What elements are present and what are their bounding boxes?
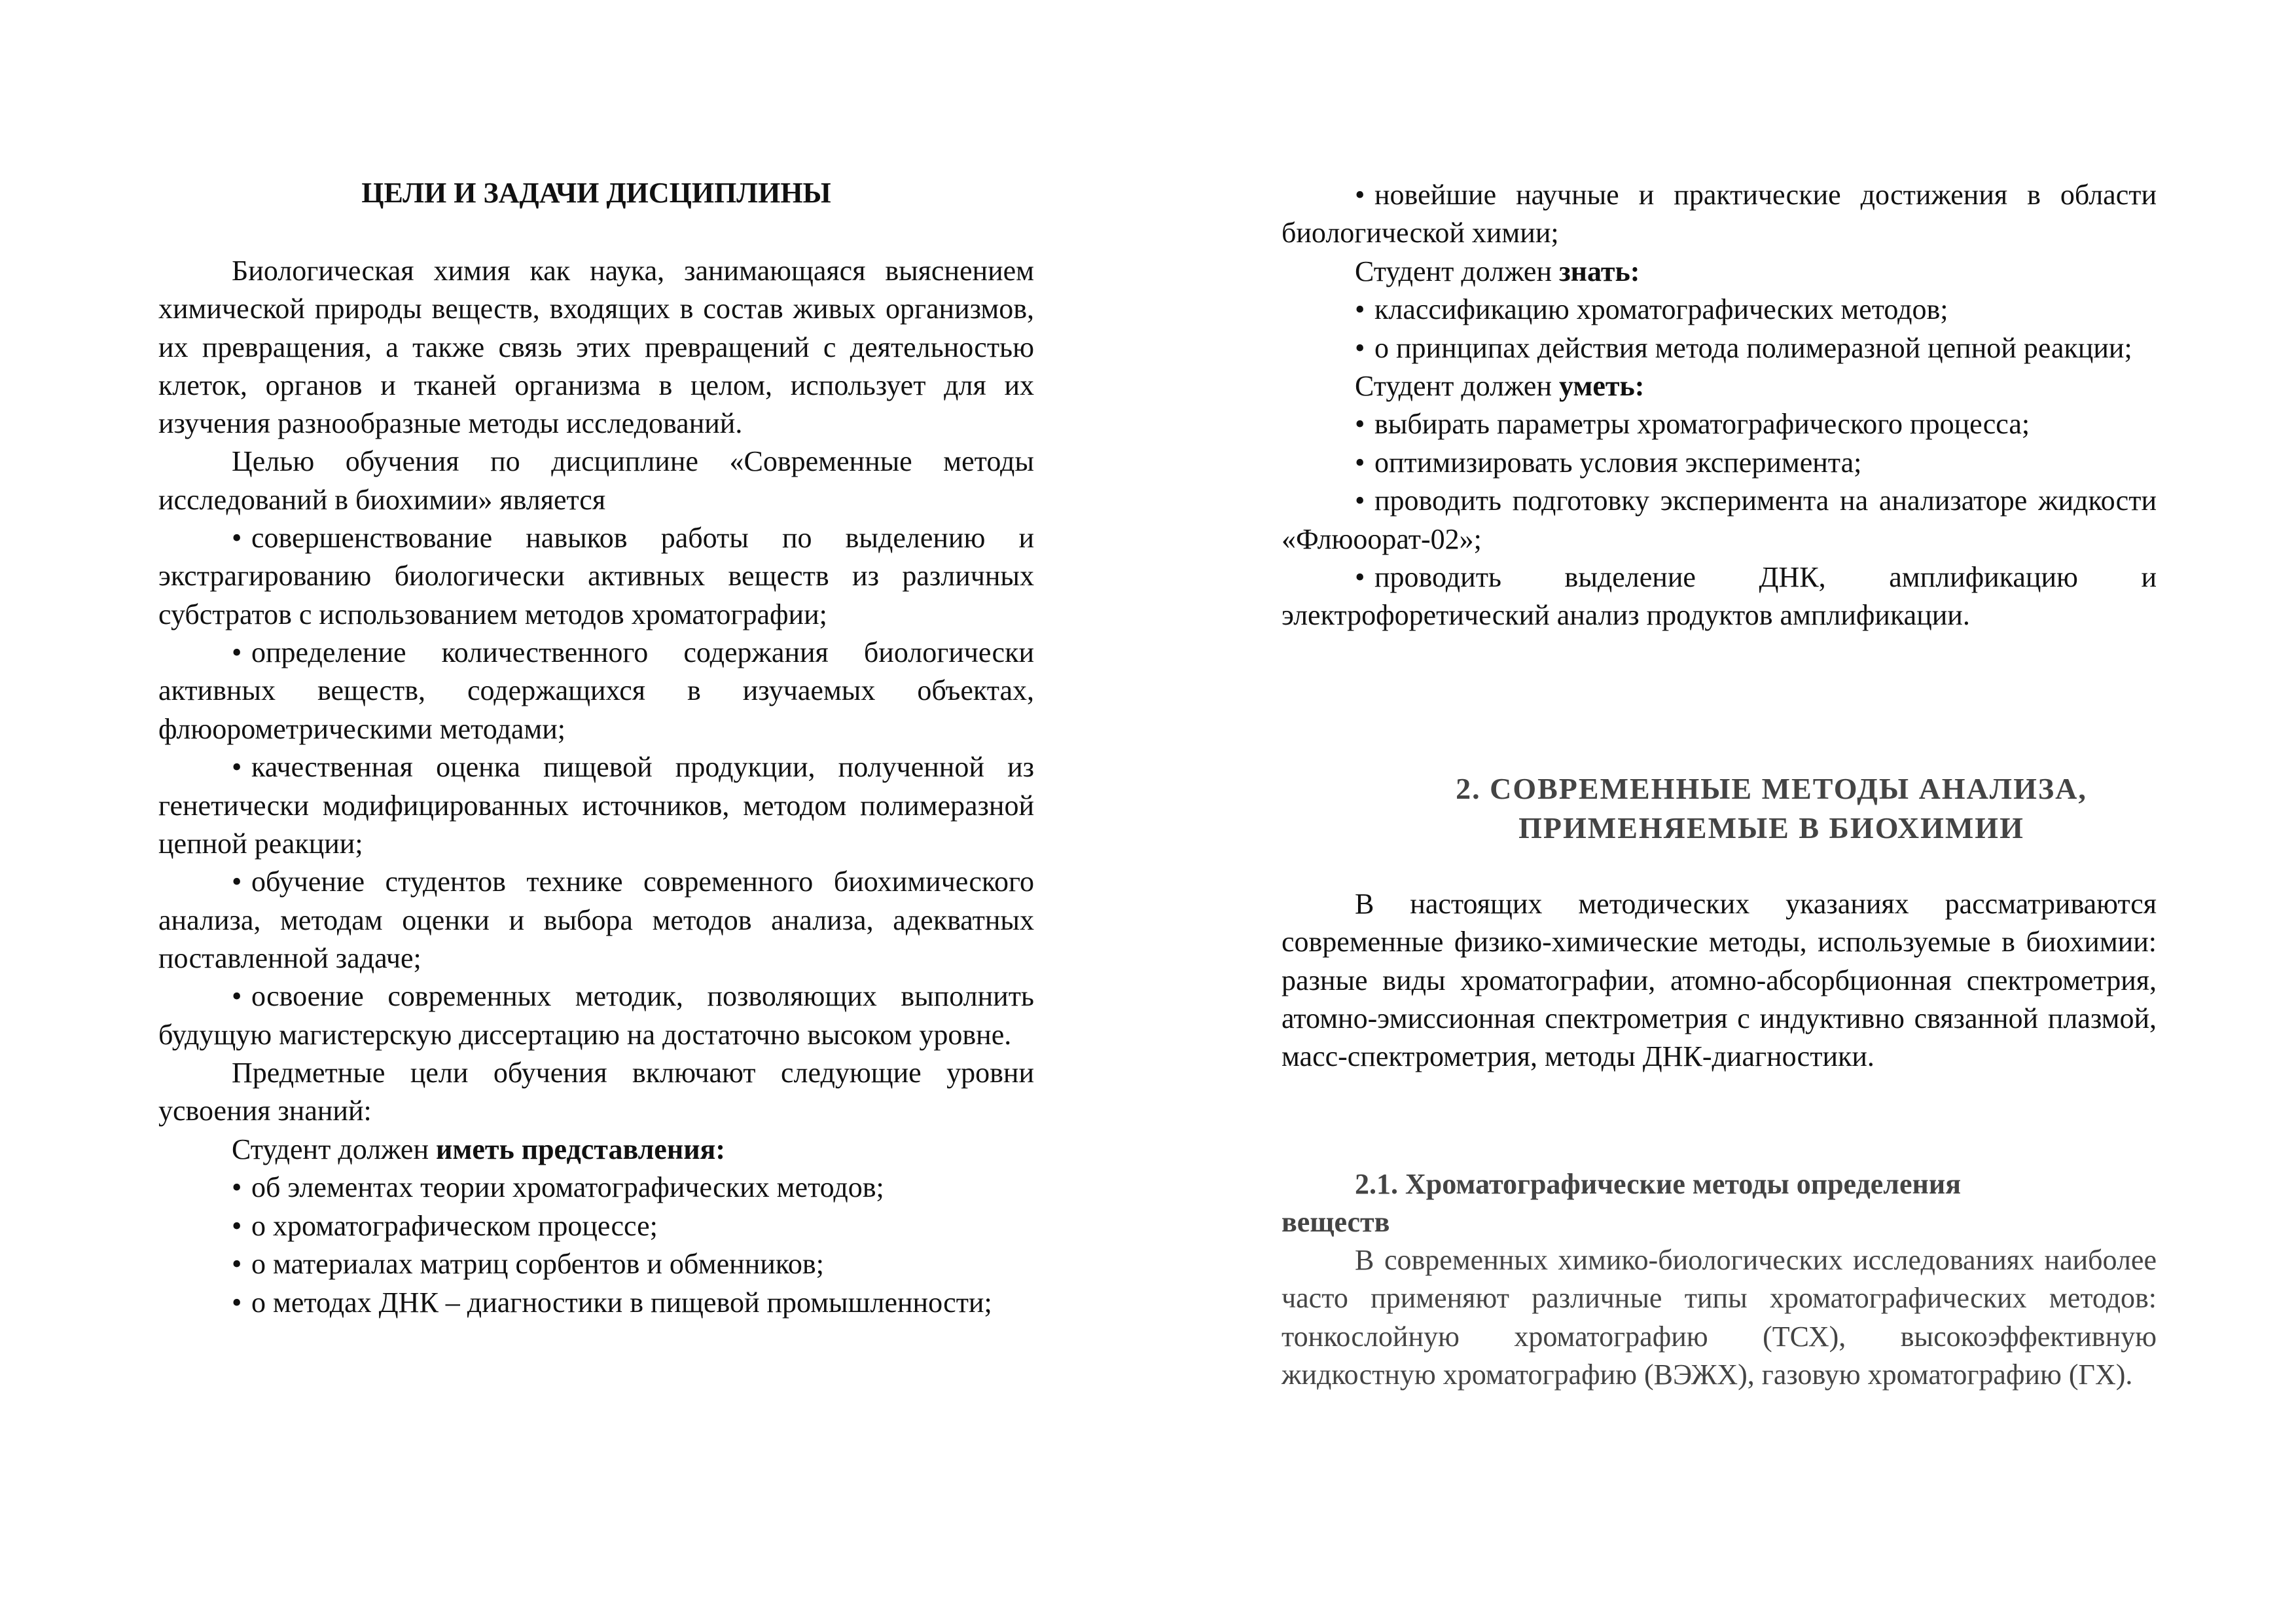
able-item: • проводить подготовку эксперимента на анализаторе жидкости «Флюоорат-02»; <box>1282 482 2157 558</box>
bullet-icon: • <box>1355 408 1365 441</box>
bullet-icon: • <box>232 751 242 784</box>
goal-item: • определение количественного содержания биологически активных веществ, содержащихся в изучаемых объектах, флюорометрическими методами; <box>158 634 1034 748</box>
goal-item: • совершенствование навыков работы по выделению и экстрагированию биологически активных веществ из различных субстратов с использованием методов хроматографии; <box>158 519 1034 634</box>
subsection-paragraph: В современных химико-биологических исследованиях наиболее часто применяют различные типы хроматографических методов: тонкослойную хроматографию (ТСХ), высокоэффективную жидкостную хроматографию (ВЭЖХ), газовую хроматографию (ГХ). <box>1282 1244 2157 1391</box>
bullet-icon: • <box>232 1248 242 1281</box>
section-title-line1: 2. СОВРЕМЕННЫЕ МЕТОДЫ АНАЛИЗА, <box>1456 772 2087 805</box>
repr-item: • новейшие научные и практические достижения в области биологической химии; <box>1282 176 2157 253</box>
right-body-top <box>1282 176 2157 635</box>
goal-item: • обучение студентов технике современного биохимического анализа, методам оценки и выбора методов анализа, адекватных поставленной задаче; <box>158 863 1034 977</box>
subsection-title-line2: веществ <box>1282 1206 1390 1238</box>
able-item: • выбирать параметры хроматографического процесса; <box>1282 405 2157 443</box>
left-body <box>158 252 1034 1322</box>
repr-item: • о методах ДНК – диагностики в пищевой промышленности; <box>158 1284 1034 1322</box>
able-item: • оптимизировать условия эксперимента; <box>1282 444 2157 482</box>
page-heading: ЦЕЛИ И ЗАДАЧИ ДИСЦИПЛИНЫ <box>361 177 831 209</box>
able-heading: Студент должен уметь: <box>1355 370 1645 403</box>
repr-item: • об элементах теории хроматографических методов; <box>158 1169 1034 1207</box>
bullet-icon: • <box>232 980 242 1013</box>
bullet-icon: • <box>1355 446 1365 479</box>
bullet-icon: • <box>232 636 242 669</box>
bullet-icon: • <box>232 866 242 898</box>
subsection-title-line1: 2.1. Хроматографические методы определения <box>1355 1168 1962 1200</box>
section-title <box>1282 769 2157 848</box>
know-item: • о принципах действия метода полимеразной цепной реакции; <box>1282 329 2157 367</box>
bullet-icon: • <box>1355 293 1365 326</box>
bullet-icon: • <box>1355 331 1365 364</box>
goal-paragraph: Целью обучения по дисциплине «Современные методы исследований в биохимии» является <box>158 445 1034 516</box>
levels-paragraph: Предметные цели обучения включают следующие уровни усвоения знаний: <box>158 1057 1034 1127</box>
able-item: • проводить выделение ДНК, амплификацию и электрофоретический анализ продуктов амплификации. <box>1282 558 2157 635</box>
bullet-icon: • <box>232 1286 242 1319</box>
repr-item: • о материалах матриц сорбентов и обменников; <box>158 1245 1034 1283</box>
bullet-icon: • <box>1355 484 1365 517</box>
bullet-icon: • <box>1355 561 1365 594</box>
repr-item: • о хроматографическом процессе; <box>158 1207 1034 1245</box>
bullet-icon: • <box>1355 179 1365 211</box>
bullet-icon: • <box>232 522 242 555</box>
section-body <box>1282 885 2157 1076</box>
know-item: • классификацию хроматографических методов; <box>1282 291 2157 329</box>
know-heading: Студент должен знать: <box>1355 255 1640 287</box>
section-paragraph: В настоящих методических указаниях рассматриваются современные физико-химические методы, используемые в биохимии: разные виды хроматографии, атомно-абсорбционная спектрометрия, атомно-эмиссионная спектрометрия с индуктивно связанной плазмой, масс-спектрометрия, методы ДНК-диагностики. <box>1282 888 2157 1073</box>
repr-heading: Студент должен иметь представления: <box>232 1133 725 1165</box>
subsection <box>1282 1165 2157 1394</box>
section-title-line2: ПРИМЕНЯЕМЫЕ В БИОХИМИИ <box>1518 811 2024 845</box>
bullet-icon: • <box>232 1171 242 1204</box>
goal-item: • освоение современных методик, позволяющих выполнить будущую магистерскую диссертацию на достаточно высоком уровне. <box>158 977 1034 1054</box>
bullet-icon: • <box>232 1209 242 1242</box>
subsection-title <box>1282 1165 2157 1241</box>
goal-item: • качественная оценка пищевой продукции, полученной из генетически модифицированных источников, методом полимеразной цепной реакции; <box>158 748 1034 863</box>
intro-paragraph: Биологическая химия как наука, занимающаяся выяснением химической природы веществ, входящих в состав живых организмов, их превращения, а также связь этих превращений с деятельностью клеток, органов и тканей организма в целом, использует для их изучения разнообразные методы исследований. <box>158 255 1034 440</box>
